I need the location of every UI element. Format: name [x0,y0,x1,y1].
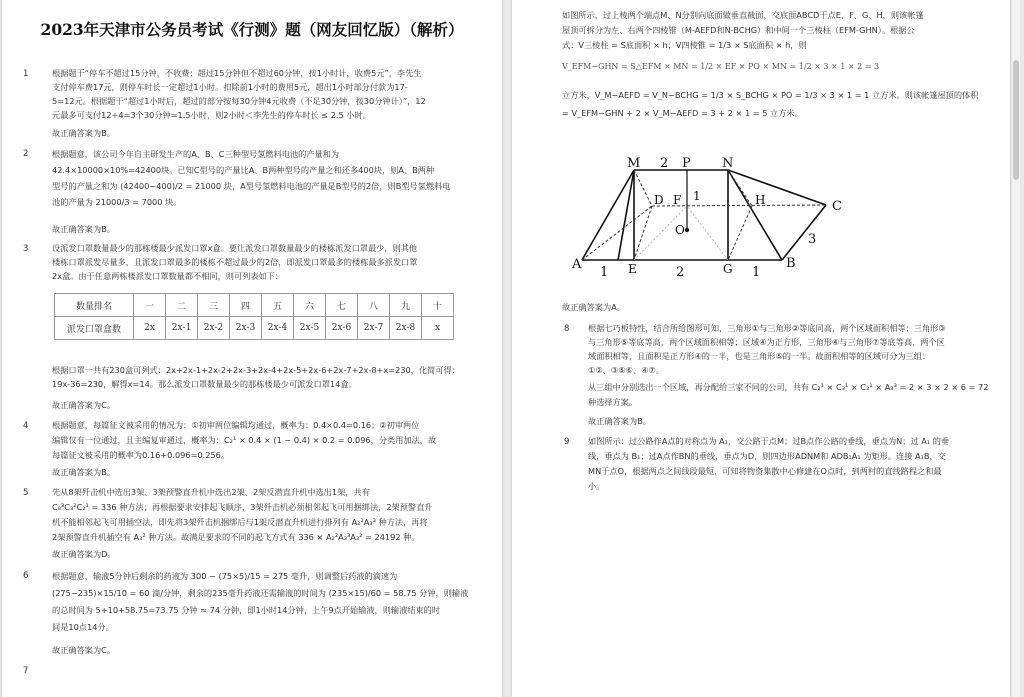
table-row [55,317,454,340]
table-cell: 三 [198,294,230,317]
question-number-6: 6 [23,571,29,581]
question-1-text: 根据题干“停车不超过15分钟，不收费；超过15分钟但不超过60分钟，按1小时计，收费5元”，李先生 支付停车费17元，则停车时长一定超过1小时。扣除前1小时的费用5元，超出1小时部分付款为17- 5=12元。根据题干“超过1小时后，超过的部分按每30分钟4元收费（不足30分钟，按30分钟计）”，12 元最多可支付12÷4=3个30分钟=1.5小时，则2小时＜李先生的停车时长 ≤ 2.5 小时。 [52,68,426,120]
question-5-text: 先从8架歼击机中选出3架、3架预警直升机中选出2架、2架反潜直升机中选出1架，共有 C₈³C₃²C₂¹ = 336 种方法；再根据要求安排起飞顺序，3架歼击机必须相邻起飞可用捆绑法，2架预警直升 机不能相邻起飞可用插空法，即先将3架歼击机捆绑后与1架反潜直升机进行排列有 A₂²A₃³ 种方法，再将 2架预警直升机插空有 A₃² 种方法。故满足要求的不同的起飞方式有 336 × A₂²A₃³A₃² = 24192 种。 [52,487,433,542]
question-number-3: 3 [23,244,29,254]
table-cell: 2x-6 [326,317,358,340]
tent-roof-figure [572,150,862,282]
label-c: C [832,199,842,214]
label-length-mp: 2 [660,156,669,171]
table-cell: 十 [422,294,454,317]
question-7-text: 如图所示，过上棱两个端点M、N分别向底面做垂直截面，交底面ABCD于点E、F、G、H，则该帐篷 屋顶可拆分为左、右两个四棱锥（M-AEFD和N-BCHG）和中间一个三棱柱（EFM-GHN）。根据公 式：V三棱柱 = S底面积 × h；V四棱锥 = 1/3 × S底面积 × h，则 [562,10,924,50]
distribution-table [54,293,454,340]
answer-6: 故正确答案为C。 [52,645,116,655]
document-page-right [512,0,1010,697]
table-header-row [55,294,454,317]
vertical-scrollbar[interactable] [1012,0,1020,697]
question-number-9: 9 [564,437,570,447]
table-cell: 2x-8 [390,317,422,340]
answer-3: 故正确答案为C。 [52,400,116,410]
table-cell: 2x [134,317,166,340]
page-title: 2023年天津市公务员考试《行测》题（网友回忆版）（解析） [40,20,464,39]
question-4-text: 根据题意，每篇征文被采用的情况为：①初审两位编辑均通过，概率为：0.4×0.4=0.16；②初审两位 编辑仅有一位通过，且主编复审通过，概率为：C₂¹ × 0.4 × (1 − 0.4) × 0.2 = 0.096，分类用加法，故 每篇征文被采用的概率为0.16+0.096=0.256。 [52,420,437,460]
table-cell: 2x-3 [230,317,262,340]
label-length-eg: 2 [676,265,685,280]
table-cell: 六 [294,294,326,317]
label-o: O [675,223,685,237]
label-length-bc: 3 [808,232,817,247]
answer-4: 故正确答案为B。 [52,467,115,477]
label-m: M [627,156,641,171]
label-b: B [786,256,796,271]
table-cell: x [422,317,454,340]
question-number-2: 2 [23,149,29,159]
label-p: P [682,156,691,171]
label-length-pf: 1 [693,189,701,203]
answer-2: 故正确答案为B。 [52,224,115,234]
label-length-ae: 1 [600,265,609,280]
question-number-7: 7 [23,666,29,676]
label-length-gb: 1 [752,265,761,280]
answer-5: 故正确答案为D。 [52,549,116,559]
table-cell: 2x-2 [198,317,230,340]
answer-8: 故正确答案为B。 [588,416,651,426]
question-8-text: 根据七巧板特性，结合所给图形可知，三角形①与三角形②等底同高，两个区域面积相等；三角形③ 与三角形⑤等底等高，两个区域面积相等；区域④为正方形，三角形④与三角形⑦等底等高，两个区 域面积相等，且面积是正方形④的一半，也是三角形⑤的一半。故面积相等的区域可分为三组： ①②、③⑤⑥、④⑦。 [588,323,946,375]
question-7-text-continued: 立方米，V_M−AEFD = V_N−BCHG = 1/3 × S_BCHG × PO = 1/3 × 3 × 1 = 1 立方米。则该帐篷屋顶的体积 = V_EFM−GHN + 2 × V_M−AEFD = 3 + 2 × 1 = 5 立方米。 [562,90,979,118]
question-8-solution: 从三组中分别选出一个区域，再分配给三家不同的公司，共有 C₂¹ × C₃¹ × C₂¹ × A₃³ = 2 × 3 × 2 × 6 = 72 种选择方案。 [588,382,989,407]
table-cell: 2x-5 [294,317,326,340]
table-cell: 四 [230,294,262,317]
table-cell: 2x-1 [166,317,198,340]
table-cell: 七 [326,294,358,317]
label-d: D [654,193,664,207]
table-cell: 2x-7 [358,317,390,340]
label-g: G [723,262,733,276]
label-h: H [755,193,766,207]
table-cell: 数量排名 [55,294,134,317]
label-n: N [722,156,734,171]
scrollbar-thumb[interactable] [1013,60,1019,180]
question-number-5: 5 [23,488,29,498]
question-number-4: 4 [23,421,29,431]
table-cell: 2x-4 [262,317,294,340]
table-cell: 二 [166,294,198,317]
question-number-8: 8 [564,324,570,334]
table-cell: 派发口罩盒数 [55,317,134,340]
question-2-text: 根据题意，该公司今年自主研发生产的A、B、C三种型号氢燃料电池的产量和为 42.4×10000×10%=42400块。已知C型号的产量比A、B两种型号的产量之和还多400块，则A、B两种 型号的产量之和为 (42400−400)/2 = 21000 块，A型号氢燃料电池的产量是B型号的2倍，则B型号氢燃料电 池的产量为 21000/3 = 7000 块。 [52,149,451,207]
label-a: A [572,257,582,272]
label-e: E [628,262,637,276]
question-6-text: 根据题意，输液5分钟后剩余的药液为 300 − (75×5)/15 = 275 毫升，则调整后药液的滴速为 (275−235)×15/10 = 60 滴/分钟，剩余的235毫升药液还需输液的时间为 (235×15)/60 = 58.75 分钟，则输液 的总时间为 5+10+58.75=73.75 分钟 ≈ 74 分钟，即1小时14分钟，上午9点开始输液，则输液结束的时 间是10点14分。 [52,571,469,632]
question-3-text: 设派发口罩数量最少的那栋楼最少派发口罩x盒。要让派发口罩数量最少的楼栋派发口罩最少，则其他 楼栋口罩派发尽量多，且派发口罩最多的楼栋不超过最少的2倍，即派发口罩最多的楼栋最多派发口罩 2x盒。由于任意两栋楼派发口罩数量都不相同，则可列表如下： [52,243,418,281]
table-cell: 八 [358,294,390,317]
question-number-1: 1 [23,69,29,79]
answer-7: 故正确答案为A。 [562,302,625,312]
table-cell: 一 [134,294,166,317]
formula-prism-volume: V_EFM−GHN = S△EFM × MN = 1/2 × EF × PO × MN = 1/2 × 3 × 1 × 2 = 3 [562,62,880,71]
point-o [685,228,689,232]
table-cell: 五 [262,294,294,317]
question-3-solution: 根据口罩一共有230盒可列式：2x+2x-1+2x-2+2x-3+2x-4+2x-5+2x-6+2x-7+2x-8+x=230，化简可得： 19x-36=230，解得x=14。那么派发口罩数量最少的那栋楼最少可派发口罩14盒。 [52,365,460,389]
label-f: F [673,193,682,207]
document-page-left [2,0,502,697]
answer-1: 故正确答案为B。 [52,128,115,138]
table-cell: 九 [390,294,422,317]
question-9-text: 如图所示：过公路作A点的对称点为 A₁，交公路于点M；过B点作公路的垂线，垂点为N；过 A₁ 的垂 线，垂点为 B₁；过A点作BN的垂线，垂点为D，则四边形ADNM和 ADB₁A₁ 为矩形。连接 A₁B，交 MN于点O，根据两点之间线段最短，可知将物资集散中心修建在O点时，到两村的直线路程之和最 小。 [588,436,950,491]
